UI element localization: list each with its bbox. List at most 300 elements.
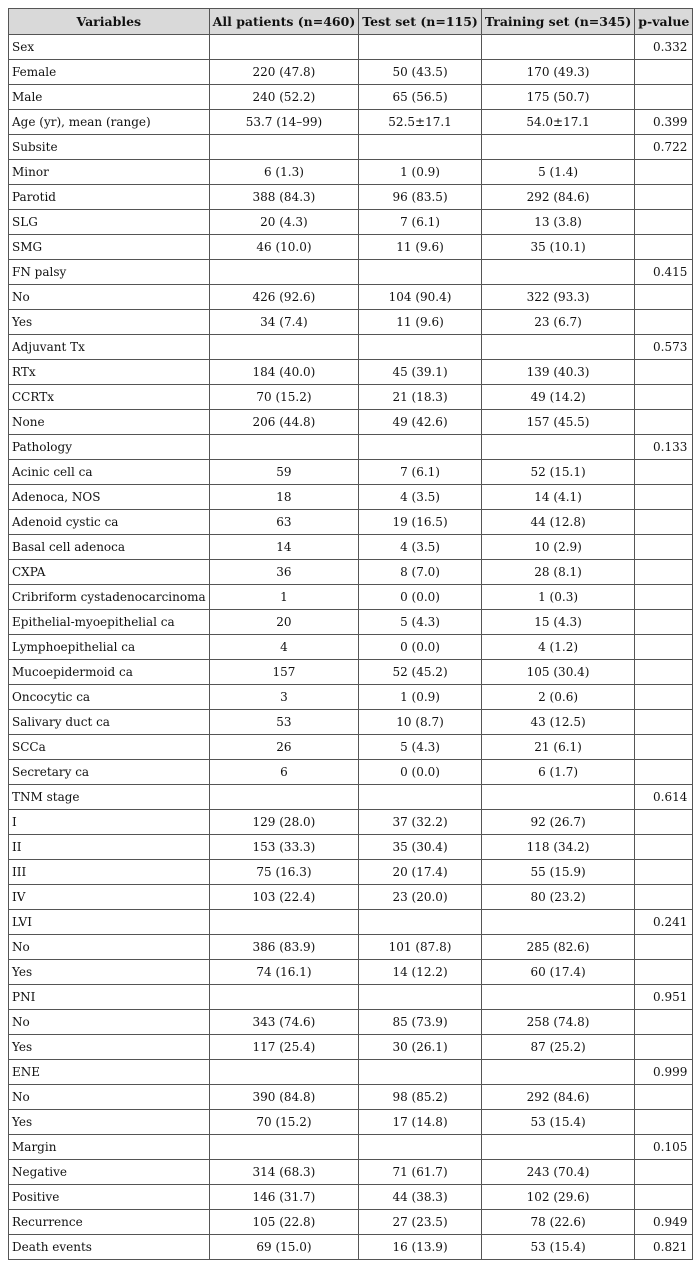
- table-row: [9, 60, 693, 85]
- cell-all-patients: 74 (16.1): [209, 960, 359, 985]
- cell-test-set: 37 (32.2): [359, 810, 482, 835]
- cell-p-value: 0.821: [635, 1235, 693, 1260]
- cell-training-set: [481, 335, 634, 360]
- cell-variable: Adenoca, NOS: [9, 485, 210, 510]
- cell-variable: No: [9, 935, 210, 960]
- cell-test-set: 11 (9.6): [359, 235, 482, 260]
- cell-p-value: [635, 885, 693, 910]
- cell-all-patients: 59: [209, 460, 359, 485]
- cell-all-patients: 14: [209, 535, 359, 560]
- table-row: [9, 310, 693, 335]
- cell-variable: RTx: [9, 360, 210, 385]
- cell-training-set: 322 (93.3): [481, 285, 634, 310]
- cell-test-set: 35 (30.4): [359, 835, 482, 860]
- cell-all-patients: 34 (7.4): [209, 310, 359, 335]
- cell-all-patients: [209, 985, 359, 1010]
- cell-training-set: [481, 785, 634, 810]
- cell-training-set: 1 (0.3): [481, 585, 634, 610]
- cell-training-set: 292 (84.6): [481, 185, 634, 210]
- cell-variable: ENE: [9, 1060, 210, 1085]
- table-body: [9, 35, 693, 1260]
- cell-p-value: [635, 635, 693, 660]
- cell-all-patients: 1: [209, 585, 359, 610]
- cell-all-patients: 386 (83.9): [209, 935, 359, 960]
- table-row: [9, 260, 693, 285]
- header-row: [9, 9, 693, 35]
- table-row: [9, 1235, 693, 1260]
- cell-training-set: 2 (0.6): [481, 685, 634, 710]
- table-row: [9, 410, 693, 435]
- cell-all-patients: 153 (33.3): [209, 835, 359, 860]
- cell-test-set: 10 (8.7): [359, 710, 482, 735]
- table-row: [9, 560, 693, 585]
- cell-all-patients: 117 (25.4): [209, 1035, 359, 1060]
- cell-test-set: [359, 1135, 482, 1160]
- cell-variable: SCCa: [9, 735, 210, 760]
- cell-p-value: [635, 360, 693, 385]
- characteristics-table: [8, 8, 693, 1260]
- cell-test-set: 45 (39.1): [359, 360, 482, 385]
- cell-test-set: 19 (16.5): [359, 510, 482, 535]
- cell-all-patients: [209, 35, 359, 60]
- cell-variable: CXPA: [9, 560, 210, 585]
- cell-variable: SLG: [9, 210, 210, 235]
- cell-p-value: 0.614: [635, 785, 693, 810]
- cell-p-value: [635, 760, 693, 785]
- cell-p-value: [635, 585, 693, 610]
- cell-training-set: 55 (15.9): [481, 860, 634, 885]
- cell-test-set: [359, 435, 482, 460]
- cell-variable: Yes: [9, 960, 210, 985]
- cell-training-set: 87 (25.2): [481, 1035, 634, 1060]
- cell-all-patients: 26: [209, 735, 359, 760]
- cell-test-set: [359, 335, 482, 360]
- cell-p-value: [635, 385, 693, 410]
- cell-p-value: [635, 535, 693, 560]
- cell-p-value: 0.105: [635, 1135, 693, 1160]
- cell-variable: Yes: [9, 1110, 210, 1135]
- cell-training-set: 15 (4.3): [481, 610, 634, 635]
- cell-training-set: [481, 1060, 634, 1085]
- cell-variable: PNI: [9, 985, 210, 1010]
- cell-training-set: 44 (12.8): [481, 510, 634, 535]
- cell-training-set: 102 (29.6): [481, 1185, 634, 1210]
- cell-training-set: 52 (15.1): [481, 460, 634, 485]
- cell-training-set: 157 (45.5): [481, 410, 634, 435]
- cell-all-patients: 314 (68.3): [209, 1160, 359, 1185]
- cell-variable: Yes: [9, 1035, 210, 1060]
- cell-p-value: [635, 210, 693, 235]
- table-row: [9, 810, 693, 835]
- cell-variable: Mucoepidermoid ca: [9, 660, 210, 685]
- cell-p-value: [635, 835, 693, 860]
- cell-test-set: 11 (9.6): [359, 310, 482, 335]
- table-row: [9, 585, 693, 610]
- cell-p-value: [635, 1185, 693, 1210]
- cell-training-set: 6 (1.7): [481, 760, 634, 785]
- table-row: [9, 1110, 693, 1135]
- table-row: [9, 710, 693, 735]
- table-row: [9, 285, 693, 310]
- cell-variable: None: [9, 410, 210, 435]
- cell-p-value: 0.951: [635, 985, 693, 1010]
- cell-all-patients: 157: [209, 660, 359, 685]
- table-row: [9, 1185, 693, 1210]
- table-header: [9, 9, 693, 35]
- header-training-set: Training set (n=345): [481, 9, 634, 35]
- cell-training-set: 14 (4.1): [481, 485, 634, 510]
- table-row: [9, 1010, 693, 1035]
- cell-test-set: 8 (7.0): [359, 560, 482, 585]
- cell-all-patients: 6 (1.3): [209, 160, 359, 185]
- table-row: [9, 385, 693, 410]
- cell-p-value: 0.999: [635, 1060, 693, 1085]
- cell-all-patients: 75 (16.3): [209, 860, 359, 885]
- cell-training-set: 170 (49.3): [481, 60, 634, 85]
- cell-p-value: [635, 485, 693, 510]
- table-row: [9, 335, 693, 360]
- table-row: [9, 685, 693, 710]
- cell-variable: III: [9, 860, 210, 885]
- table-row: [9, 760, 693, 785]
- cell-test-set: 0 (0.0): [359, 635, 482, 660]
- header-all-patients: All patients (n=460): [209, 9, 359, 35]
- cell-test-set: 4 (3.5): [359, 535, 482, 560]
- cell-all-patients: 46 (10.0): [209, 235, 359, 260]
- cell-p-value: 0.332: [635, 35, 693, 60]
- cell-all-patients: 105 (22.8): [209, 1210, 359, 1235]
- table-row: [9, 885, 693, 910]
- cell-test-set: 21 (18.3): [359, 385, 482, 410]
- table-row: [9, 35, 693, 60]
- cell-p-value: [635, 735, 693, 760]
- cell-test-set: [359, 910, 482, 935]
- table-row: [9, 1210, 693, 1235]
- cell-all-patients: 146 (31.7): [209, 1185, 359, 1210]
- table-row: [9, 910, 693, 935]
- cell-variable: Salivary duct ca: [9, 710, 210, 735]
- cell-training-set: 53 (15.4): [481, 1235, 634, 1260]
- cell-p-value: [635, 685, 693, 710]
- cell-test-set: 27 (23.5): [359, 1210, 482, 1235]
- cell-variable: TNM stage: [9, 785, 210, 810]
- cell-test-set: [359, 260, 482, 285]
- cell-p-value: 0.133: [635, 435, 693, 460]
- cell-all-patients: 20: [209, 610, 359, 635]
- cell-training-set: 5 (1.4): [481, 160, 634, 185]
- cell-training-set: [481, 910, 634, 935]
- table-row: [9, 1160, 693, 1185]
- cell-variable: Recurrence: [9, 1210, 210, 1235]
- cell-training-set: 139 (40.3): [481, 360, 634, 385]
- cell-variable: Cribriform cystadenocarcinoma: [9, 585, 210, 610]
- cell-variable: No: [9, 285, 210, 310]
- cell-variable: Subsite: [9, 135, 210, 160]
- cell-p-value: [635, 660, 693, 685]
- cell-all-patients: 4: [209, 635, 359, 660]
- cell-test-set: [359, 785, 482, 810]
- cell-variable: II: [9, 835, 210, 860]
- cell-p-value: [635, 510, 693, 535]
- cell-all-patients: 70 (15.2): [209, 385, 359, 410]
- cell-test-set: 0 (0.0): [359, 585, 482, 610]
- cell-all-patients: 6: [209, 760, 359, 785]
- table-row: [9, 185, 693, 210]
- table-row: [9, 1135, 693, 1160]
- cell-test-set: 0 (0.0): [359, 760, 482, 785]
- cell-p-value: [635, 710, 693, 735]
- cell-test-set: 14 (12.2): [359, 960, 482, 985]
- table-row: [9, 610, 693, 635]
- cell-variable: Negative: [9, 1160, 210, 1185]
- cell-variable: Female: [9, 60, 210, 85]
- cell-all-patients: 20 (4.3): [209, 210, 359, 235]
- cell-training-set: 105 (30.4): [481, 660, 634, 685]
- cell-variable: Adenoid cystic ca: [9, 510, 210, 535]
- cell-variable: Lymphoepithelial ca: [9, 635, 210, 660]
- cell-test-set: 20 (17.4): [359, 860, 482, 885]
- cell-variable: Epithelial-myoepithelial ca: [9, 610, 210, 635]
- cell-p-value: [635, 1110, 693, 1135]
- cell-p-value: [635, 85, 693, 110]
- cell-all-patients: [209, 260, 359, 285]
- cell-training-set: 118 (34.2): [481, 835, 634, 860]
- header-variables: Variables: [9, 9, 210, 35]
- table-row: [9, 210, 693, 235]
- table-row: [9, 735, 693, 760]
- table-row: [9, 435, 693, 460]
- cell-p-value: [635, 410, 693, 435]
- cell-p-value: [635, 960, 693, 985]
- cell-all-patients: 53.7 (14–99): [209, 110, 359, 135]
- cell-test-set: 96 (83.5): [359, 185, 482, 210]
- cell-test-set: 4 (3.5): [359, 485, 482, 510]
- cell-variable: Yes: [9, 310, 210, 335]
- cell-variable: LVI: [9, 910, 210, 935]
- cell-test-set: 101 (87.8): [359, 935, 482, 960]
- cell-training-set: 21 (6.1): [481, 735, 634, 760]
- cell-test-set: [359, 35, 482, 60]
- cell-training-set: 53 (15.4): [481, 1110, 634, 1135]
- cell-training-set: 10 (2.9): [481, 535, 634, 560]
- cell-p-value: [635, 860, 693, 885]
- cell-variable: Margin: [9, 1135, 210, 1160]
- cell-test-set: 16 (13.9): [359, 1235, 482, 1260]
- table-row: [9, 660, 693, 685]
- cell-variable: Basal cell adenoca: [9, 535, 210, 560]
- cell-test-set: 85 (73.9): [359, 1010, 482, 1035]
- cell-all-patients: 240 (52.2): [209, 85, 359, 110]
- table-row: [9, 460, 693, 485]
- cell-test-set: 5 (4.3): [359, 735, 482, 760]
- cell-p-value: [635, 1085, 693, 1110]
- table-row: [9, 85, 693, 110]
- cell-variable: No: [9, 1085, 210, 1110]
- table-row: [9, 535, 693, 560]
- table-row: [9, 485, 693, 510]
- cell-all-patients: 103 (22.4): [209, 885, 359, 910]
- cell-p-value: [635, 160, 693, 185]
- table-row: [9, 360, 693, 385]
- cell-all-patients: 3: [209, 685, 359, 710]
- cell-all-patients: 69 (15.0): [209, 1235, 359, 1260]
- cell-training-set: [481, 435, 634, 460]
- cell-training-set: [481, 35, 634, 60]
- cell-training-set: 54.0±17.1: [481, 110, 634, 135]
- cell-training-set: 92 (26.7): [481, 810, 634, 835]
- cell-p-value: 0.241: [635, 910, 693, 935]
- cell-training-set: 60 (17.4): [481, 960, 634, 985]
- table-row: [9, 235, 693, 260]
- cell-test-set: 71 (61.7): [359, 1160, 482, 1185]
- cell-training-set: 175 (50.7): [481, 85, 634, 110]
- cell-all-patients: 220 (47.8): [209, 60, 359, 85]
- cell-p-value: [635, 1035, 693, 1060]
- cell-training-set: 35 (10.1): [481, 235, 634, 260]
- table-row: [9, 635, 693, 660]
- cell-p-value: [635, 810, 693, 835]
- cell-training-set: 23 (6.7): [481, 310, 634, 335]
- cell-all-patients: 184 (40.0): [209, 360, 359, 385]
- cell-all-patients: 129 (28.0): [209, 810, 359, 835]
- cell-test-set: 5 (4.3): [359, 610, 482, 635]
- cell-all-patients: 18: [209, 485, 359, 510]
- cell-p-value: [635, 610, 693, 635]
- cell-test-set: 52.5±17.1: [359, 110, 482, 135]
- cell-p-value: [635, 1010, 693, 1035]
- cell-test-set: 50 (43.5): [359, 60, 482, 85]
- cell-variable: Death events: [9, 1235, 210, 1260]
- cell-training-set: 285 (82.6): [481, 935, 634, 960]
- cell-training-set: [481, 135, 634, 160]
- table-row: [9, 835, 693, 860]
- cell-all-patients: [209, 435, 359, 460]
- table-row: [9, 935, 693, 960]
- cell-all-patients: 70 (15.2): [209, 1110, 359, 1135]
- cell-test-set: 44 (38.3): [359, 1185, 482, 1210]
- cell-training-set: [481, 985, 634, 1010]
- cell-variable: Age (yr), mean (range): [9, 110, 210, 135]
- table-row: [9, 1060, 693, 1085]
- cell-all-patients: 53: [209, 710, 359, 735]
- cell-variable: Male: [9, 85, 210, 110]
- cell-variable: IV: [9, 885, 210, 910]
- cell-test-set: 7 (6.1): [359, 460, 482, 485]
- cell-test-set: 30 (26.1): [359, 1035, 482, 1060]
- header-test-set: Test set (n=115): [359, 9, 482, 35]
- cell-p-value: 0.399: [635, 110, 693, 135]
- cell-all-patients: 206 (44.8): [209, 410, 359, 435]
- cell-variable: Secretary ca: [9, 760, 210, 785]
- cell-test-set: 1 (0.9): [359, 685, 482, 710]
- cell-p-value: [635, 285, 693, 310]
- cell-p-value: 0.415: [635, 260, 693, 285]
- cell-p-value: [635, 310, 693, 335]
- cell-test-set: 17 (14.8): [359, 1110, 482, 1135]
- cell-training-set: 28 (8.1): [481, 560, 634, 585]
- cell-all-patients: [209, 910, 359, 935]
- cell-test-set: 104 (90.4): [359, 285, 482, 310]
- cell-training-set: 243 (70.4): [481, 1160, 634, 1185]
- cell-p-value: 0.949: [635, 1210, 693, 1235]
- cell-p-value: [635, 185, 693, 210]
- cell-all-patients: [209, 335, 359, 360]
- cell-variable: Positive: [9, 1185, 210, 1210]
- table-row: [9, 110, 693, 135]
- cell-p-value: 0.722: [635, 135, 693, 160]
- cell-test-set: [359, 135, 482, 160]
- cell-variable: SMG: [9, 235, 210, 260]
- cell-training-set: 80 (23.2): [481, 885, 634, 910]
- header-p-value: p-value: [635, 9, 693, 35]
- cell-training-set: 43 (12.5): [481, 710, 634, 735]
- cell-test-set: 23 (20.0): [359, 885, 482, 910]
- cell-all-patients: 36: [209, 560, 359, 585]
- cell-test-set: [359, 985, 482, 1010]
- cell-test-set: 49 (42.6): [359, 410, 482, 435]
- cell-variable: Sex: [9, 35, 210, 60]
- cell-test-set: 52 (45.2): [359, 660, 482, 685]
- cell-p-value: [635, 460, 693, 485]
- table-row: [9, 985, 693, 1010]
- cell-test-set: [359, 1060, 482, 1085]
- cell-all-patients: [209, 135, 359, 160]
- cell-variable: Parotid: [9, 185, 210, 210]
- table-row: [9, 960, 693, 985]
- cell-training-set: 4 (1.2): [481, 635, 634, 660]
- cell-all-patients: 390 (84.8): [209, 1085, 359, 1110]
- table-row: [9, 1085, 693, 1110]
- table-row: [9, 860, 693, 885]
- cell-all-patients: [209, 785, 359, 810]
- cell-p-value: [635, 235, 693, 260]
- cell-test-set: 1 (0.9): [359, 160, 482, 185]
- table-row: [9, 135, 693, 160]
- cell-test-set: 98 (85.2): [359, 1085, 482, 1110]
- table-row: [9, 1035, 693, 1060]
- cell-training-set: [481, 1135, 634, 1160]
- cell-all-patients: 63: [209, 510, 359, 535]
- cell-p-value: [635, 560, 693, 585]
- cell-all-patients: 343 (74.6): [209, 1010, 359, 1035]
- cell-variable: Acinic cell ca: [9, 460, 210, 485]
- cell-all-patients: 388 (84.3): [209, 185, 359, 210]
- table-row: [9, 160, 693, 185]
- cell-p-value: 0.573: [635, 335, 693, 360]
- table-row: [9, 510, 693, 535]
- cell-variable: I: [9, 810, 210, 835]
- cell-training-set: 258 (74.8): [481, 1010, 634, 1035]
- cell-variable: Pathology: [9, 435, 210, 460]
- cell-p-value: [635, 935, 693, 960]
- cell-test-set: 7 (6.1): [359, 210, 482, 235]
- cell-training-set: 13 (3.8): [481, 210, 634, 235]
- cell-training-set: 292 (84.6): [481, 1085, 634, 1110]
- cell-training-set: 49 (14.2): [481, 385, 634, 410]
- cell-all-patients: [209, 1135, 359, 1160]
- cell-p-value: [635, 1160, 693, 1185]
- cell-variable: CCRTx: [9, 385, 210, 410]
- cell-variable: No: [9, 1010, 210, 1035]
- cell-p-value: [635, 60, 693, 85]
- cell-variable: Minor: [9, 160, 210, 185]
- cell-variable: Oncocytic ca: [9, 685, 210, 710]
- cell-variable: FN palsy: [9, 260, 210, 285]
- cell-test-set: 65 (56.5): [359, 85, 482, 110]
- cell-training-set: 78 (22.6): [481, 1210, 634, 1235]
- table-row: [9, 785, 693, 810]
- cell-variable: Adjuvant Tx: [9, 335, 210, 360]
